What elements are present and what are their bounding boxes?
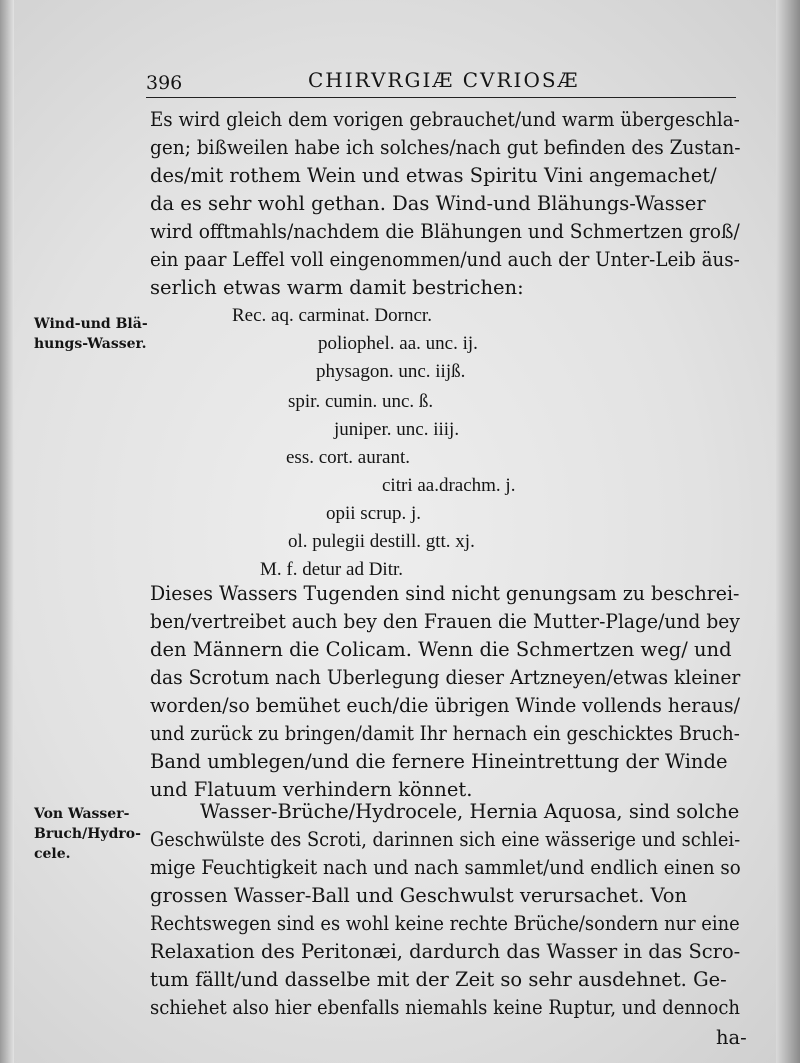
text-line: mige Feuchtigkeit nach und nach sammlet/und endlich einen so <box>150 856 741 879</box>
page-edge-left <box>0 0 14 1063</box>
text-line: Dieses Wassers Tugenden sind nicht genungsam zu beschrei- <box>150 582 740 605</box>
text-line: Relaxation des Peritonæi, dardurch das Wasser in das Scro- <box>150 940 741 963</box>
margin-note-hydrocele-line: cele. <box>34 846 71 862</box>
text-line: Rechtswegen sind es wohl keine rechte Brüche/sondern nur eine <box>150 912 740 935</box>
catchword: ha- <box>716 1026 747 1049</box>
text-line: ben/vertreibet auch bey den Frauen die Mutter-Plage/und bey <box>150 610 740 633</box>
recipe-line: opii scrup. j. <box>326 503 421 524</box>
text-line: wird offtmahls/nachdem die Blähungen und Schmertzen groß/ <box>150 220 740 243</box>
margin-note-hydrocele-line: Bruch/Hydro- <box>34 826 141 842</box>
recipe-line: ol. pulegii destill. gtt. xj. <box>288 531 475 552</box>
text-line: das Scrotum nach Uberlegung dieser Artzneyen/etwas kleiner <box>150 666 741 689</box>
recipe-line: poliophel. aa. unc. ij. <box>318 333 478 354</box>
recipe-line: Rec. aq. carminat. Dorncr. <box>232 305 432 326</box>
text-line: grossen Wasser-Ball und Geschwulst verursachet. Von <box>150 884 688 907</box>
page-edge-right <box>776 0 800 1063</box>
recipe-line: physagon. unc. iijß. <box>316 361 466 382</box>
text-line: worden/so bemühet euch/die übrigen Winde vollends heraus/ <box>150 694 740 717</box>
text-line: ein paar Leffel voll eingenommen/und auch der Unter-Leib äus- <box>150 248 740 271</box>
recipe-line: ess. cort. aurant. <box>286 447 410 468</box>
text-line: Es wird gleich dem vorigen gebrauchet/und warm übergeschla- <box>150 108 740 131</box>
text-line: des/mit rothem Wein und etwas Spiritu Vini angemachet/ <box>150 164 717 187</box>
text-line: gen; bißweilen habe ich solches/nach gut befinden des Zustan- <box>150 136 741 159</box>
recipe-line: spir. cumin. unc. ß. <box>288 391 434 412</box>
text-line: und zurück zu bringen/damit Ihr hernach ein geschicktes Bruch- <box>150 722 740 745</box>
recipe-line: M. f. detur ad Ditr. <box>260 559 404 580</box>
text-line: serlich etwas warm damit bestrichen: <box>150 276 524 299</box>
margin-note-hydrocele-line: Von Wasser- <box>34 806 130 822</box>
text-line: Wasser-Brüche/Hydrocele, Hernia Aquosa, sind solche <box>200 800 740 823</box>
text-line: Band umblegen/und die fernere Hineintrettung der Winde <box>150 750 728 773</box>
running-title: CHIRVRGIÆ CVRIOSÆ <box>308 68 580 92</box>
margin-note-wind-line: hungs-Wasser. <box>34 336 147 352</box>
text-line: Geschwülste des Scroti, darinnen sich eine wässerige und schlei- <box>150 828 741 851</box>
text-line: da es sehr wohl gethan. Das Wind-und Blähungs-Wasser <box>150 192 706 215</box>
text-line: schiehet also hier ebenfalls niemahls keine Ruptur, und dennoch <box>150 996 740 1019</box>
header-rule <box>146 97 736 98</box>
text-line: und Flatuum verhindern könnet. <box>150 778 473 801</box>
recipe-line: juniper. unc. iiij. <box>334 419 460 440</box>
page-number: 396 <box>146 72 183 94</box>
margin-note-wind-line: Wind-und Blä- <box>34 316 148 332</box>
text-line: tum fällt/und dasselbe mit der Zeit so sehr ausdehnet. Ge- <box>150 968 727 991</box>
text-line: den Männern die Colicam. Wenn die Schmertzen weg/ und <box>150 638 732 661</box>
recipe-line: citri aa.drachm. j. <box>382 475 516 496</box>
